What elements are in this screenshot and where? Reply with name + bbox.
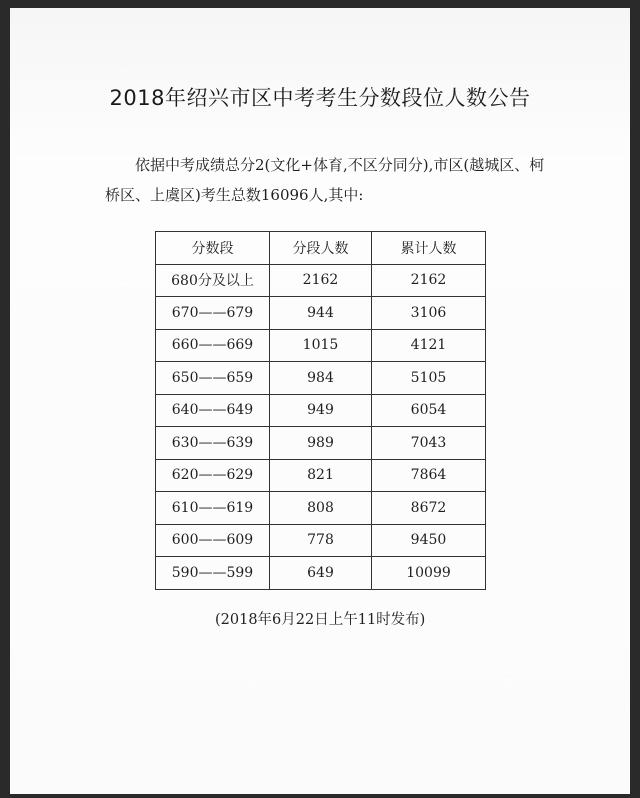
cell-segment-count: 984 [270, 362, 372, 395]
table-row [156, 394, 486, 427]
cell-segment-count: 944 [270, 297, 372, 330]
cell-segment-count: 1015 [270, 329, 372, 362]
cell-score-range: 680分及以上 [156, 264, 270, 297]
cell-segment-count: 808 [270, 492, 372, 525]
intro-paragraph [105, 150, 545, 210]
cell-cumulative-count: 6054 [372, 394, 486, 427]
cell-segment-count: 989 [270, 427, 372, 460]
cell-segment-count: 778 [270, 524, 372, 557]
cell-score-range: 670——679 [156, 297, 270, 330]
cell-segment-count: 821 [270, 459, 372, 492]
cell-score-range: 630——639 [156, 427, 270, 460]
table-row [156, 264, 486, 297]
cell-score-range: 640——649 [156, 394, 270, 427]
header-cumulative-count: 累计人数 [372, 232, 486, 265]
header-score-range: 分数段 [156, 232, 270, 265]
table-row [156, 427, 486, 460]
cell-cumulative-count: 7043 [372, 427, 486, 460]
table-row [156, 557, 486, 590]
table-row [156, 459, 486, 492]
table-row [156, 492, 486, 525]
cell-score-range: 600——609 [156, 524, 270, 557]
cell-segment-count: 949 [270, 394, 372, 427]
cell-segment-count: 649 [270, 557, 372, 590]
header-segment-count: 分段人数 [270, 232, 372, 265]
cell-segment-count: 2162 [270, 264, 372, 297]
table-header-row [156, 232, 486, 265]
cell-cumulative-count: 7864 [372, 459, 486, 492]
table-row [156, 297, 486, 330]
cell-score-range: 610——619 [156, 492, 270, 525]
cell-cumulative-count: 2162 [372, 264, 486, 297]
cell-cumulative-count: 10099 [372, 557, 486, 590]
cell-cumulative-count: 4121 [372, 329, 486, 362]
cell-score-range: 590——599 [156, 557, 270, 590]
table-row [156, 362, 486, 395]
cell-score-range: 620——629 [156, 459, 270, 492]
intro-text: 依据中考成绩总分2(文化+体育,不区分同分),市区(越城区、柯桥区、上虞区)考生总数16096人,其中: [105, 156, 545, 204]
table-row [156, 524, 486, 557]
cell-cumulative-count: 5105 [372, 362, 486, 395]
document-title: 2018年绍兴市区中考考生分数段位人数公告 [109, 86, 531, 110]
publish-date-note: (2018年6月22日上午11时发布) [215, 612, 426, 628]
cell-score-range: 650——659 [156, 362, 270, 395]
table-row [156, 329, 486, 362]
score-distribution-table [155, 231, 486, 590]
cell-cumulative-count: 9450 [372, 524, 486, 557]
cell-cumulative-count: 3106 [372, 297, 486, 330]
cell-cumulative-count: 8672 [372, 492, 486, 525]
cell-score-range: 660——669 [156, 329, 270, 362]
